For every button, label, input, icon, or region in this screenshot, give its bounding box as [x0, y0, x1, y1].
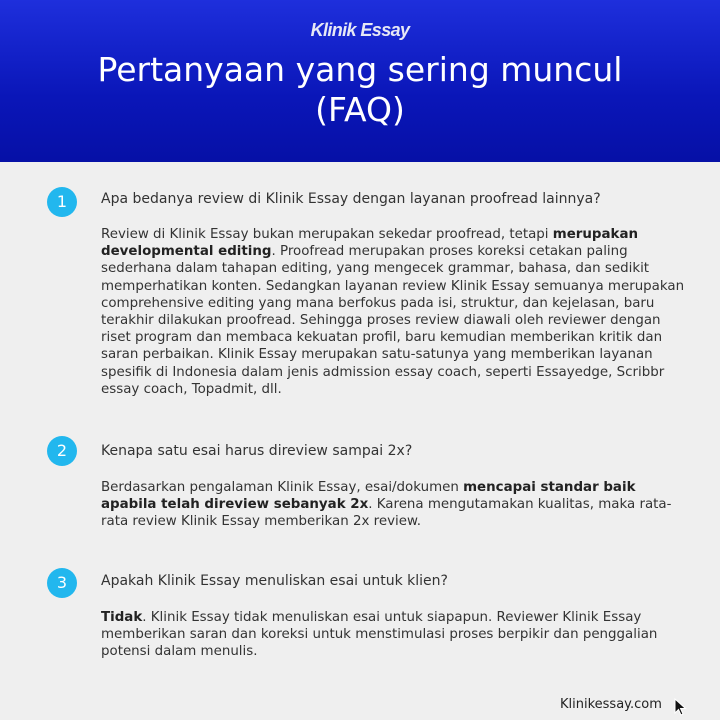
faq-answer — [101, 226, 686, 398]
page-title — [0, 50, 720, 130]
website-url: Klinikessay.com — [560, 697, 662, 712]
page-title-line1: Pertanyaan yang sering muncul — [97, 50, 623, 89]
faq-answer-text: . Klinik Essay tidak menuliskan esai untuk siapapun. Reviewer Klinik Essay memberikan saran dan koreksi untuk menstimulasi proses berpikir dan penggalian potensi dalam menulis. — [101, 610, 658, 660]
faq-answer-emphasis: Tidak — [101, 610, 143, 625]
faq-answer-emphasis: mencapai standar baik apabila telah direview sebanyak 2x — [101, 480, 636, 513]
header-banner — [0, 0, 720, 162]
faq-question: Apa bedanya review di Klinik Essay dengan layanan proofread lainnya? — [101, 191, 601, 207]
faq-answer-text: Berdasarkan pengalaman Klinik Essay, esai/dokumen — [101, 480, 464, 495]
faq-answer-text: Review di Klinik Essay bukan merupakan sekedar proofread, tetapi — [101, 227, 553, 242]
page-title-line2: (FAQ) — [315, 90, 405, 129]
faq-number-badge: 1 — [47, 187, 77, 217]
faq-answer-text: . Karena mengutamakan kualitas, maka rata-rata review Klinik Essay memberikan 2x review. — [101, 497, 672, 530]
faq-answer-emphasis: merupakan developmental editing — [101, 227, 639, 260]
faq-answer — [101, 609, 686, 661]
faq-answer-text: . Proofread merupakan proses koreksi cetakan paling sederhana dalam tahapan editing, yang mengecek grammar, bahasa, dan sedikit memperhatikan konten. Sedangkan layanan review Klinik Essay semuanya merupakan comprehensive editing yang mana berfokus pada isi, struktur, dan kejelasan, baru terakhir dilakukan proofread. Sehingga proses review diawali oleh reviewer dengan riset program dan membaca kekuatan profil, baru kemudian memberikan kritik dan saran perbaikan. Klinik Essay merupakan satu-satunya yang memberikan layanan spesifik di Indonesia dalam jenis admission essay coach, seperti Essayedge, Scribbr essay coach, Topadmit, dll. — [101, 244, 685, 397]
faq-number-badge: 2 — [47, 436, 77, 466]
mouse-pointer-icon — [674, 698, 688, 716]
faq-question: Kenapa satu esai harus direview sampai 2x? — [101, 443, 413, 459]
faq-question: Apakah Klinik Essay menuliskan esai untuk klien? — [101, 573, 448, 589]
faq-number-badge: 3 — [47, 568, 77, 598]
brand-logo: Klinik Essay — [310, 20, 410, 40]
faq-answer — [101, 479, 686, 531]
